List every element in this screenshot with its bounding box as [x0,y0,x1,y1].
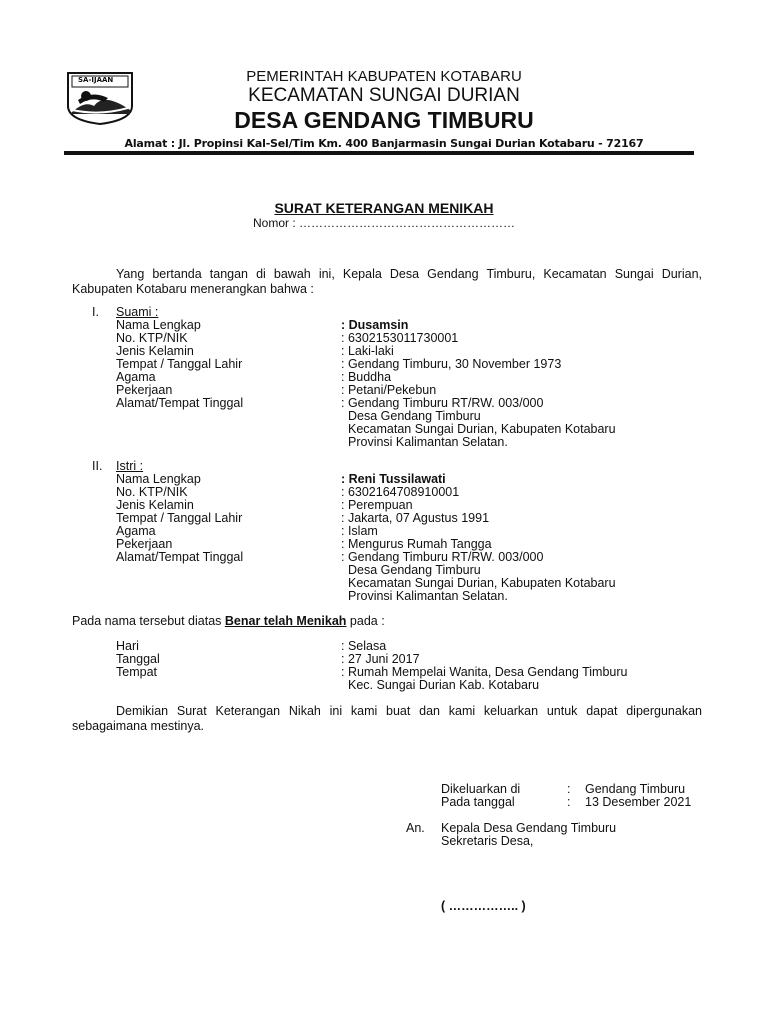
husband-job: : Petani/Pekebun [341,383,437,397]
place-value-line1: : Rumah Mempelai Wanita, Desa Gendang Timburu [341,665,628,679]
header-divider [64,151,694,155]
husband-address-line4: Provinsi Kalimantan Selatan. [348,435,508,449]
marriage-statement-post: pada : [346,614,385,628]
on-behalf-label: An. [406,821,425,835]
issued-date-colon: : [567,795,571,809]
wife-job-label: Pekerjaan [116,537,173,551]
issued-date-value: 13 Desember 2021 [585,795,692,809]
place-label: Tempat [116,665,157,679]
wife-religion: : Islam [341,524,378,538]
intro-paragraph: Yang bertanda tangan di bawah ini, Kepala Desa Gendang Timburu, Kecamatan Sungai Durian, Kabupaten Kotabaru menerangkan bahwa : [72,267,702,296]
place-value-line2: Kec. Sungai Durian Kab. Kotabaru [348,678,540,692]
husband-religion: : Buddha [341,370,392,384]
husband-name-label: Nama Lengkap [116,318,201,332]
husband-address-line1: : Gendang Timburu RT/RW. 003/000 [341,396,544,410]
header-government: PEMERINTAH KABUPATEN KOTABARU [246,68,522,85]
wife-address-line4: Provinsi Kalimantan Selatan. [348,589,508,603]
wife-address-line1: : Gendang Timburu RT/RW. 003/000 [341,550,544,564]
wife-nik: : 6302164708910001 [341,485,460,499]
husband-nik-label: No. KTP/NIK [116,331,188,345]
wife-job: : Mengurus Rumah Tangga [341,537,492,551]
signer-title-line2: Sekretaris Desa, [441,834,534,848]
marriage-statement-pre: Pada nama tersebut diatas [72,614,225,628]
wife-name: : Reni Tussilawati [341,472,446,486]
closing-paragraph: Demikian Surat Keterangan Nikah ini kami buat dan kami keluarkan untuk dapat dipergunakan sebagaimana mestinya. [72,704,702,733]
day-value: : Selasa [341,639,387,653]
issued-date-label: Pada tanggal [441,795,515,809]
signer-name-placeholder: ( …………….. ) [441,899,526,913]
wife-address-line3: Kecamatan Sungai Durian, Kabupaten Kotabaru [348,576,616,590]
issued-at-label: Dikeluarkan di [441,782,521,796]
husband-birth: : Gendang Timburu, 30 November 1973 [341,357,562,371]
letter-number: Nomor : ……………………………………………… [252,216,515,230]
wife-nik-label: No. KTP/NIK [116,485,188,499]
husband-section [0,305,768,449]
marriage-statement [72,614,385,628]
wife-gender: : Perempuan [341,498,413,512]
husband-nik: : 6302153011730001 [341,331,459,345]
wife-religion-label: Agama [116,524,156,538]
wife-address-label: Alamat/Tempat Tinggal [116,550,244,564]
signature-block [0,782,768,922]
husband-religion-label: Agama [116,370,156,384]
day-label: Hari [116,639,139,653]
wife-name-label: Nama Lengkap [116,472,201,486]
wife-section [0,459,768,603]
husband-address-line2: Desa Gendang Timburu [348,409,481,423]
husband-job-label: Pekerjaan [116,383,173,397]
date-label: Tanggal [116,652,160,666]
husband-birth-label: Tempat / Tanggal Lahir [116,357,243,371]
issued-at-colon: : [567,782,571,796]
husband-gender: : Laki-laki [341,344,394,358]
husband-name: : Dusamsin [341,318,409,332]
wife-birth: : Jakarta, 07 Agustus 1991 [341,511,490,525]
date-value: : 27 Juni 2017 [341,652,420,666]
signer-title-line1: Kepala Desa Gendang Timburu [441,821,617,835]
wife-birth-label: Tempat / Tanggal Lahir [116,511,243,525]
header-village: DESA GENDANG TIMBURU [234,107,534,133]
husband-heading: Suami : [116,305,159,319]
logo-text: SA-IJAAN [78,76,114,84]
wife-number: II. [92,459,103,473]
wife-gender-label: Jenis Kelamin [116,498,194,512]
husband-number: I. [92,305,99,319]
husband-address-line3: Kecamatan Sungai Durian, Kabupaten Kotabaru [348,422,616,436]
husband-gender-label: Jenis Kelamin [116,344,194,358]
header-address: Alamat : Jl. Propinsi Kal-Sel/Tim Km. 400 Banjarmasin Sungai Durian Kotabaru - 72167 [124,137,644,150]
wife-heading: Istri : [116,459,144,473]
wife-address-line2: Desa Gendang Timburu [348,563,481,577]
issued-at-value: Gendang Timburu [585,782,686,796]
marriage-details [0,640,768,696]
letter-title: SURAT KETERANGAN MENIKAH [274,200,494,216]
header-district: KECAMATAN SUNGAI DURIAN [248,85,520,106]
marriage-confirmed: Benar telah Menikah [224,614,347,628]
husband-address-label: Alamat/Tempat Tinggal [116,396,244,410]
